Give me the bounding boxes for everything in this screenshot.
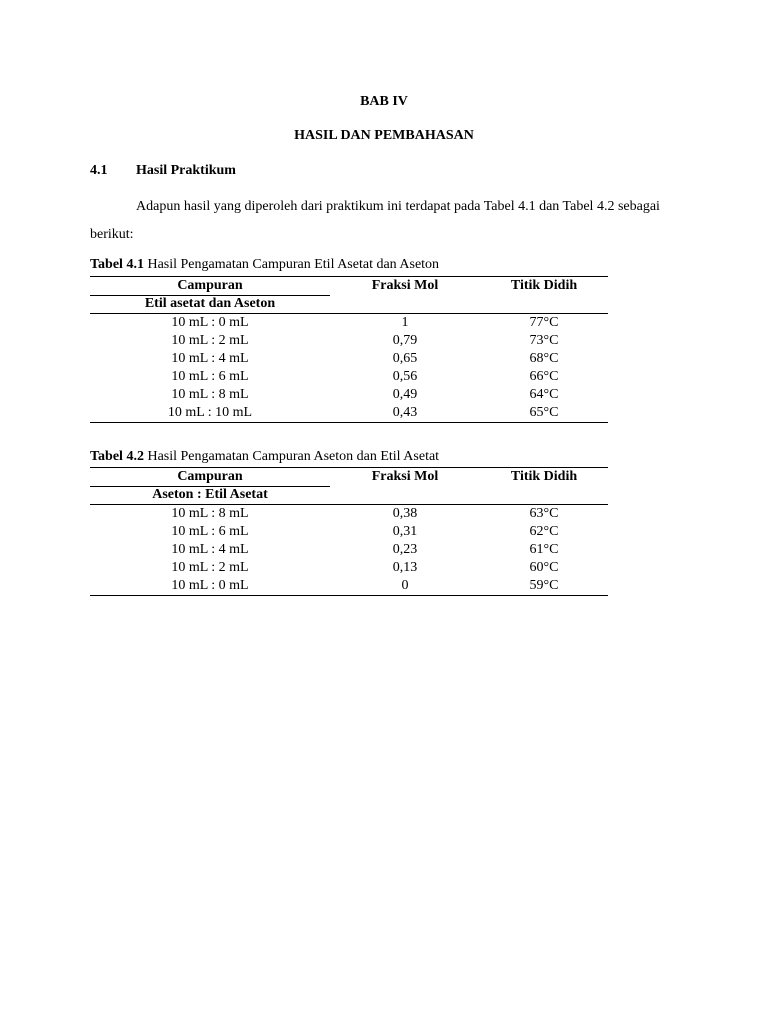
table-cell-campuran: 10 mL : 0 mL: [171, 315, 249, 330]
intro-paragraph: Adapun hasil yang diperoleh dari praktikum ini terdapat pada Tabel 4.1 dan Tabel 4.2 sebagai berikut:: [90, 199, 660, 242]
table-cell-titik: 60°C: [529, 560, 559, 575]
table-cell-fraksi: 0,43: [392, 405, 418, 420]
table2-caption-label: Tabel 4.2: [90, 449, 144, 464]
table-cell-fraksi: 0,49: [392, 387, 418, 402]
table1-caption-text: Hasil Pengamatan Campuran Etil Asetat dan Aseton: [143, 257, 440, 272]
table-cell-titik: 65°C: [529, 405, 559, 420]
table-cell-titik: 63°C: [529, 506, 559, 521]
table-cell-titik: 68°C: [529, 351, 559, 366]
chapter-number: BAB IV: [360, 94, 408, 109]
table-row: [90, 505, 608, 523]
table2-header-campuran-sub: Aseton : Etil Asetat: [152, 487, 268, 502]
section-title: Hasil Praktikum: [136, 163, 236, 178]
table-cell-titik: 61°C: [529, 542, 559, 557]
table-cell-fraksi: 0,65: [392, 351, 418, 366]
table-cell-campuran: 10 mL : 8 mL: [171, 506, 249, 521]
table-cell-campuran: 10 mL : 6 mL: [171, 524, 249, 539]
table-cell-campuran: 10 mL : 8 mL: [171, 387, 249, 402]
table-cell-campuran: 10 mL : 10 mL: [167, 405, 253, 420]
table1-header-fraksi-mol: Fraksi Mol: [371, 278, 439, 293]
table1-caption: [90, 257, 439, 273]
table-cell-fraksi: 0,13: [392, 560, 418, 575]
table-cell-titik: 62°C: [529, 524, 559, 539]
table-row: [90, 314, 608, 332]
section-heading: [90, 163, 236, 179]
table-cell-campuran: 10 mL : 4 mL: [171, 351, 249, 366]
table-cell-campuran: 10 mL : 2 mL: [171, 333, 249, 348]
section-number: 4.1: [90, 163, 108, 178]
table2-header: [90, 468, 608, 504]
chapter-title: HASIL DAN PEMBAHASAN: [294, 128, 474, 143]
table-cell-campuran: 10 mL : 0 mL: [171, 578, 249, 593]
table-cell-fraksi: 0,56: [392, 369, 418, 384]
table-cell-fraksi: 0,79: [392, 333, 418, 348]
table-row: [90, 386, 608, 404]
table1-header: [90, 277, 608, 313]
table2: [90, 467, 608, 596]
table2-body: [90, 505, 608, 595]
table-cell-titik: 59°C: [529, 578, 559, 593]
table-cell-fraksi: 0,31: [392, 524, 418, 539]
table2-caption: [90, 449, 439, 465]
table-row: [90, 577, 608, 595]
table2-caption-text: Hasil Pengamatan Campuran Aseton dan Etil Asetat: [143, 449, 440, 464]
table-cell-titik: 73°C: [529, 333, 559, 348]
table-row: [90, 541, 608, 559]
table1-bottom-rule: [90, 422, 608, 423]
table-row: [90, 368, 608, 386]
table1-header-campuran: Campuran: [177, 278, 243, 293]
table-row: [90, 404, 608, 422]
table1-caption-label: Tabel 4.1: [90, 257, 144, 272]
table2-header-fraksi-mol: Fraksi Mol: [371, 469, 439, 484]
table-cell-fraksi: 0: [401, 578, 409, 593]
table-row: [90, 350, 608, 368]
table-row: [90, 559, 608, 577]
table2-bottom-rule: [90, 595, 608, 596]
table-cell-campuran: 10 mL : 4 mL: [171, 542, 249, 557]
table-cell-titik: 66°C: [529, 369, 559, 384]
table-cell-titik: 64°C: [529, 387, 559, 402]
table-cell-fraksi: 0,23: [392, 542, 418, 557]
table2-header-titik-didih: Titik Didih: [510, 469, 578, 484]
table-row: [90, 332, 608, 350]
table2-header-campuran: Campuran: [177, 469, 243, 484]
table-cell-campuran: 10 mL : 2 mL: [171, 560, 249, 575]
table-row: [90, 523, 608, 541]
table1-header-titik-didih: Titik Didih: [510, 278, 578, 293]
table-cell-titik: 77°C: [529, 315, 559, 330]
table-cell-campuran: 10 mL : 6 mL: [171, 369, 249, 384]
table1-body: [90, 314, 608, 422]
table1-header-campuran-sub: Etil asetat dan Aseton: [144, 296, 276, 311]
table-cell-fraksi: 0,38: [392, 506, 418, 521]
table-cell-fraksi: 1: [401, 315, 409, 330]
table1: [90, 276, 608, 423]
